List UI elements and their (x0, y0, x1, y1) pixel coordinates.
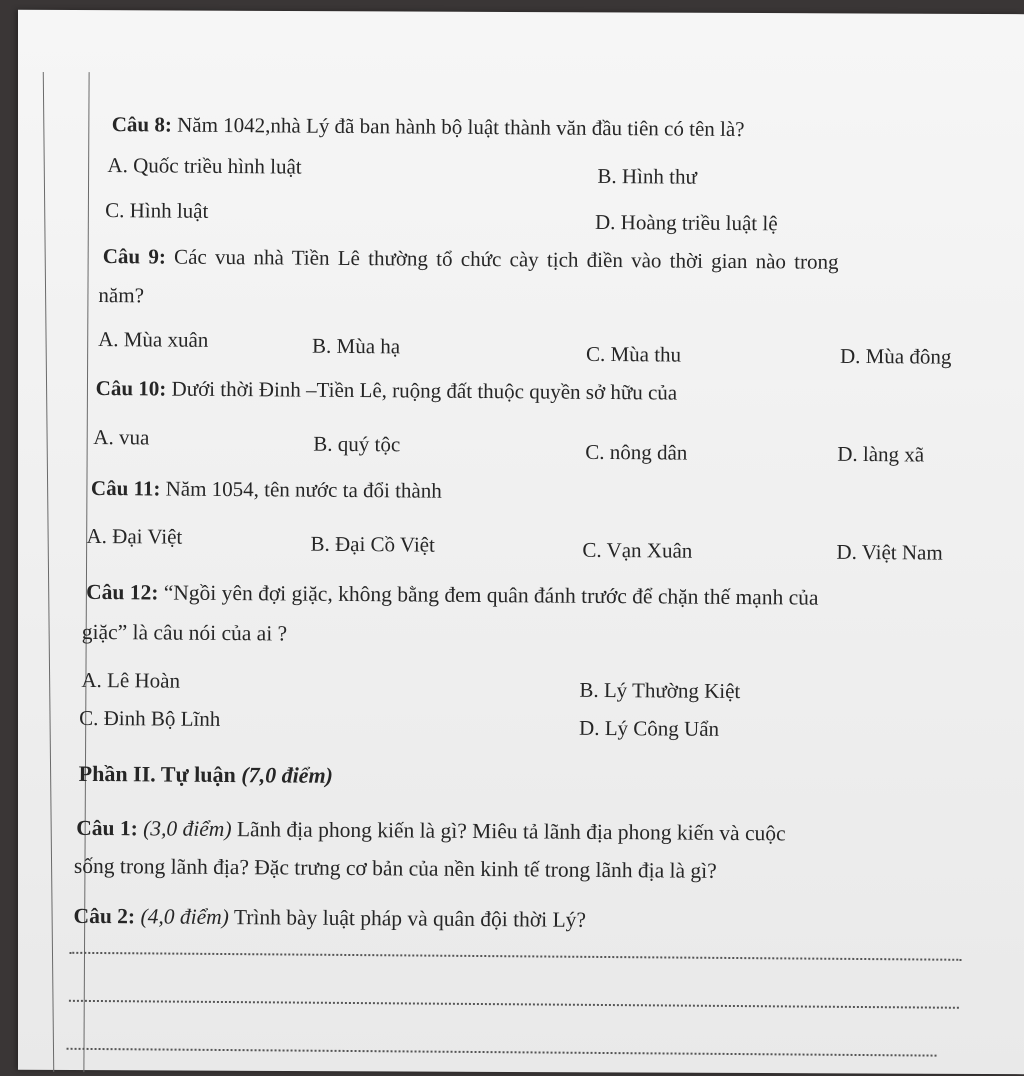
part-2-heading (79, 762, 333, 788)
question-11-option-b: B. Đại Cồ Việt (310, 531, 435, 557)
question-9-label: Câu 9: (102, 244, 166, 269)
essay-question-1-label: Câu 1: (76, 815, 138, 841)
essay-question-2-text: Trình bày luật pháp và quân đội thời Lý? (233, 905, 587, 932)
question-11-option-c: C. Vạn Xuân (582, 537, 693, 563)
question-9-option-c: C. Mùa thu (585, 341, 682, 367)
question-8-option-a: A. Quốc triều hình luật (107, 153, 302, 179)
question-10 (96, 376, 678, 405)
question-8-text: Năm 1042,nhà Lý đã ban hành bộ luật thành văn đầu tiên có tên là? (177, 112, 745, 142)
question-12 (86, 580, 819, 610)
question-8-label: Câu 8: (111, 112, 172, 137)
question-12-option-c: C. Đinh Bộ Lĩnh (79, 705, 221, 731)
question-9-option-a: A. Mùa xuân (98, 326, 209, 352)
question-8-option-c: C. Hình luật (105, 198, 209, 223)
question-10-option-b: B. quý tộc (313, 431, 401, 457)
question-11-text: Năm 1054, tên nước ta đổi thành (165, 476, 442, 503)
essay-question-1-text-line2: sống trong lãnh địa? Đặc trưng cơ bản của nền kinh tế trong lãnh địa là gì? (73, 853, 717, 883)
question-10-option-c: C. nông dân (585, 439, 688, 465)
question-12-label: Câu 12: (86, 579, 159, 605)
question-12-option-d: D. Lý Công Uẩn (578, 715, 720, 741)
question-11-option-d: D. Việt Nam (836, 539, 943, 565)
answer-line-2 (69, 1000, 959, 1009)
essay-question-2-label: Câu 2: (73, 903, 136, 929)
essay-question-2 (73, 904, 586, 932)
question-9-option-d: D. Mùa đông (839, 343, 952, 369)
question-9-option-b: B. Mùa hạ (311, 333, 401, 359)
question-10-label: Câu 10: (95, 375, 167, 401)
question-8-option-b: B. Hình thư (597, 163, 697, 189)
question-11 (91, 476, 442, 503)
question-10-option-d: D. làng xã (837, 441, 925, 467)
question-12-option-a: A. Lê Hoàn (81, 667, 181, 693)
question-8 (112, 112, 745, 141)
answer-line-3 (67, 1048, 937, 1057)
question-12-text-line1: “Ngồi yên đợi giặc, không bằng đem quân đánh trước để chặn thế mạnh của (163, 580, 819, 610)
essay-question-2-points: (4,0 điểm) (140, 904, 229, 930)
question-8-option-d: D. Hoàng triều luật lệ (594, 209, 778, 236)
question-10-option-a: A. vua (93, 424, 150, 450)
question-9-text-line2: năm? (98, 282, 145, 308)
essay-question-1-points: (3,0 điểm) (143, 816, 232, 842)
question-9 (103, 244, 839, 274)
part-2-points: (7,0 điểm) (241, 762, 334, 788)
part-2-title: Phần II. Tự luận (78, 760, 236, 788)
question-10-text: Dưới thời Đinh –Tiền Lê, ruộng đất thuộc quyền sở hữu của (171, 376, 678, 405)
question-11-label: Câu 11: (90, 475, 161, 501)
question-12-option-b: B. Lý Thường Kiệt (579, 677, 741, 704)
question-9-text-line1: Các vua nhà Tiền Lê thường tổ chức cày tịch điền vào thời gian nào trong (174, 244, 839, 274)
essay-question-1 (76, 816, 786, 846)
essay-question-1-text-line1: Lãnh địa phong kiến là gì? Miêu tả lãnh địa phong kiến và cuộc (236, 817, 786, 846)
question-12-text-line2: giặc” là câu nói của ai ? (81, 619, 288, 646)
answer-line-1 (69, 952, 961, 961)
question-11-option-a: A. Đại Việt (86, 523, 183, 549)
